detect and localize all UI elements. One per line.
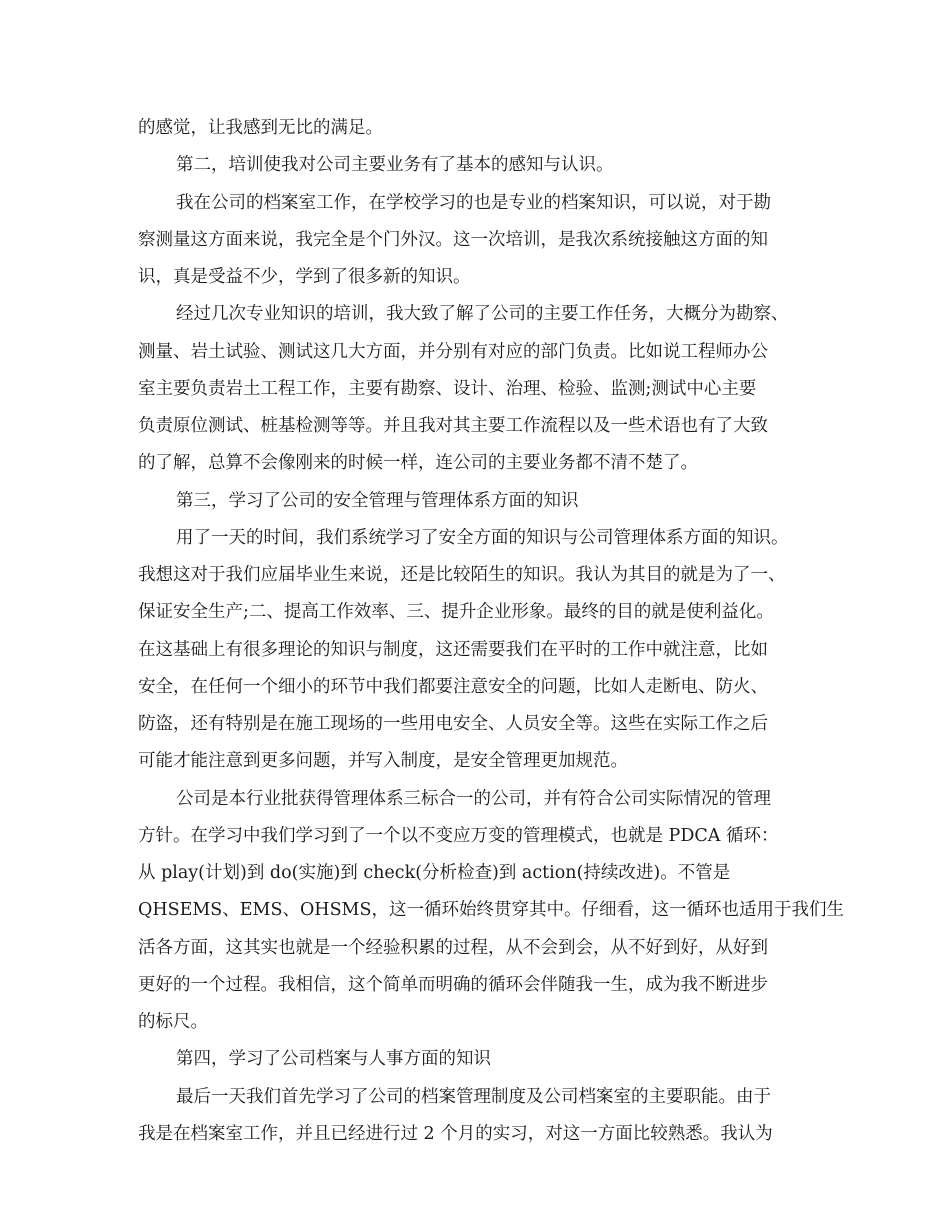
text-line: 的标尺。 bbox=[138, 1012, 208, 1032]
text-line: 可能才能注意到更多问题，并写入制度，是安全管理更加规范。 bbox=[138, 751, 628, 771]
text-line: 第四，学习了公司档案与人事方面的知识 bbox=[176, 1049, 491, 1069]
text-line: QHSEMS、EMS、OHSMS，这一循环始终贯穿其中。仔细看，这一循环也适用于我们生 bbox=[138, 900, 844, 920]
text-line: 更好的一个过程。我相信，这个简单而明确的循环会伴随我一生，成为我不断进步 bbox=[138, 975, 768, 995]
text-line: 的感觉，让我感到无比的满足。 bbox=[138, 118, 383, 138]
text-line: 负责原位测试、桩基检测等等。并且我对其主要工作流程以及一些术语也有了大致 bbox=[138, 416, 768, 436]
text-line: 我想这对于我们应届毕业生来说，还是比较陌生的知识。我认为其目的就是为了一、 bbox=[138, 565, 786, 585]
text-line: 用了一天的时间，我们系统学习了安全方面的知识与公司管理体系方面的知识。 bbox=[176, 528, 789, 548]
text-line: 第二，培训使我对公司主要业务有了基本的感知与认识。 bbox=[176, 155, 614, 175]
text-line: 的了解，总算不会像刚来的时候一样，连公司的主要业务都不清不楚了。 bbox=[138, 453, 698, 473]
text-line: 安全，在任何一个细小的环节中我们都要注意安全的问题，比如人走断电、防火、 bbox=[138, 677, 768, 697]
text-line: 识，真是受益不少，学到了很多新的知识。 bbox=[138, 267, 471, 287]
text-line: 室主要负责岩土工程工作，主要有勘察、设计、治理、检验、监测;测试中心主要 bbox=[138, 379, 757, 399]
text-line: 测量、岩土试验、测试这几大方面，并分别有对应的部门负责。比如说工程师办公 bbox=[138, 342, 768, 362]
text-line: 第三，学习了公司的安全管理与管理体系方面的知识 bbox=[176, 491, 579, 511]
text-line: 察测量这方面来说，我完全是个门外汉。这一次培训，是我次系统接触这方面的知 bbox=[138, 230, 768, 250]
text-line: 活各方面，这其实也就是一个经验积累的过程，从不会到会，从不好到好，从好到 bbox=[138, 938, 768, 958]
text-line: 公司是本行业批获得管理体系三标合一的公司，并有符合公司实际情况的管理 bbox=[176, 789, 771, 809]
text-line: 方针。在学习中我们学习到了一个以不变应万变的管理模式，也就是 PDCA 循环： bbox=[138, 826, 779, 846]
text-line: 我是在档案室工作，并且已经进行过 2 个月的实习，对这一方面比较熟悉。我认为 bbox=[138, 1124, 773, 1144]
text-line: 最后一天我们首先学习了公司的档案管理制度及公司档案室的主要职能。由于 bbox=[176, 1087, 771, 1107]
text-line: 从 play(计划)到 do(实施)到 check(分析检查)到 action(持续改进)。不管是 bbox=[138, 863, 731, 883]
text-line: 在这基础上有很多理论的知识与制度，这还需要我们在平时的工作中就注意，比如 bbox=[138, 640, 768, 660]
text-line: 保证安全生产;二、提高工作效率、三、提升企业形象。最终的目的就是使利益化。 bbox=[138, 602, 774, 622]
text-line: 防盗，还有特别是在施工现场的一些用电安全、人员安全等。这些在实际工作之后 bbox=[138, 714, 768, 734]
text-line: 经过几次专业知识的培训，我大致了解了公司的主要工作任务，大概分为勘察、 bbox=[176, 304, 789, 324]
text-line: 我在公司的档案室工作，在学校学习的也是专业的档案知识，可以说，对于勘 bbox=[176, 193, 771, 213]
